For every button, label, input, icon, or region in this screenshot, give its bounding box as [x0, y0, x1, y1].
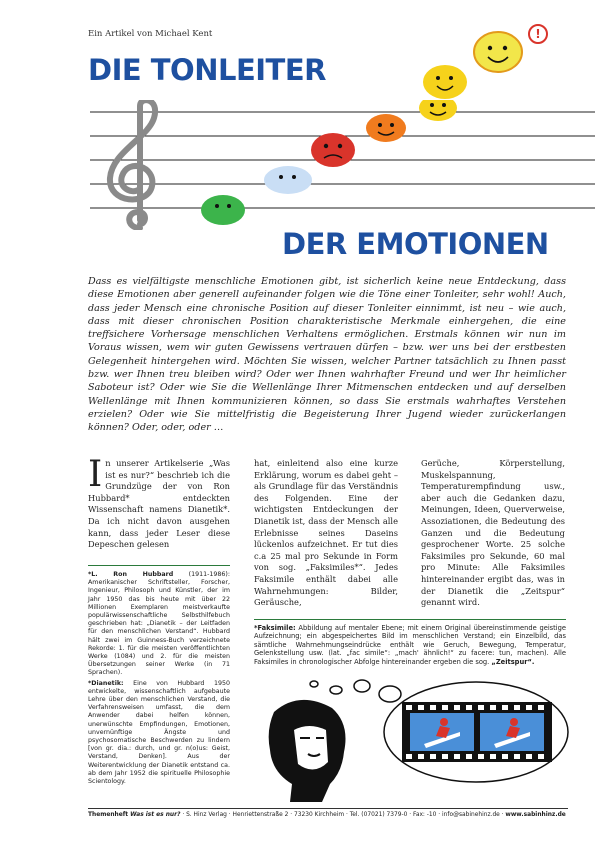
- title-line-2: DER EMOTIONEN: [282, 227, 549, 261]
- emotion-cloud-group-top: [410, 22, 570, 112]
- emotion-cloud-icon-red: [311, 133, 355, 167]
- footnotes: [88, 571, 230, 788]
- footnote-faksimile: *Faksimile: Abbildung auf mentaler Ebene; mit einem Original übereinstimmende geistige Aufzeichnung; ein abgespeichertes Bild im menschlichen Verstand; ein Einzelbild, das sämtliche Wahrnehmungseindrücke enthält wie Geruch, Bewegung, Temperatur, Gelenkstellung usw. (lat. „fac simile“: „mach' ähnlich!“ zu facere: tun, machen). Alle Faksimiles in chronologischer Abfolge hintereinander ergeben die sog. „Zeitspur“.: [254, 624, 566, 666]
- footer-issue: Was ist es nur?: [130, 812, 181, 818]
- emotion-cloud-icon-light: [264, 166, 312, 194]
- footer-label: Themenheft: [88, 812, 131, 818]
- body-column-3: Gerüche, Körperstellung, Muskelspannung, Temperaturempfindung usw., aber auch die Gedanken dazu, Meinungen, Ideen, Querverweise, Assoziationen, die Bedeutung des Ganzen und die Bedeutung gesprochener Worte. 25 solche Faksimiles pro Sekunde, 60 mal pro Minute: Alle Faksimiles hintereinander ergibt das, was in der Dianetik die „Zeitspur“ genannt wird.: [421, 458, 565, 608]
- byline: Ein Artikel von Michael Kent: [88, 29, 213, 39]
- emotion-cloud-icon-yellow-top: [423, 65, 467, 99]
- man-head-icon: [269, 700, 346, 802]
- note-divider: [88, 565, 230, 566]
- emotion-cloud-icon-green: [201, 195, 245, 225]
- dropcap: I: [88, 454, 103, 495]
- emotion-cloud-icon-happy-top: [474, 32, 522, 72]
- footer-info: · S. Hinz Verlag · Henriettenstraße 2 · 73230 Kirchheim · Tel. (07021) 7379-0 · Fax: -10 · info@sabinehinz.de ·: [180, 812, 506, 818]
- music-staff-illustration: [88, 100, 595, 230]
- svg-text:!: !: [535, 27, 541, 41]
- title-line-1: DIE TONLEITER: [88, 53, 326, 87]
- footer-divider: [88, 808, 568, 809]
- footer-website[interactable]: www.sabinhinz.de: [505, 812, 566, 818]
- body-text-1: n unserer Artikelserie „Was ist es nur?“ beschrieb ich die Grundzüge der von Ron Hubbard* entdeckten Wissenschaft namens Dianetik*. Da ich nicht davon ausgehen kann, dass jeder Leser diese Depeschen gelesen: [88, 458, 230, 550]
- body-column-1: [88, 454, 230, 551]
- film-strip-icon: [402, 702, 552, 762]
- emotion-cloud-icon-orange: [366, 114, 406, 142]
- body-column-2: hat, einleitend also eine kurze Erklärung, worum es dabei geht – als Grundlage für das Verständnis des Folgenden. Eine der wichtigsten Entdeckungen der Dianetik ist, dass der Mensch alle Erlebnisse seines Daseins lückenlos aufzeichnet. Er tut dies c.a 25 mal pro Sekunde in Form von sog. „Faksimiles*“. Jedes Faksimile enthält dabei alle Wahrnehmungen: Bilder, Geräusche,: [254, 458, 398, 608]
- treble-clef-icon: [110, 100, 155, 228]
- thinking-man-illustration: [254, 672, 574, 802]
- footer: [88, 812, 568, 818]
- footnote-hubbard: *L. Ron Hubbard (1911-1986): Amerikanischer Schriftsteller, Forscher, Ingenieur, Philosoph und Künstler, der im Jahr 1950 das bis heute mit über 22 Millionen Exemplaren meistverkaufte populärwissenschaftliche Selbsthilfebuch geschrieben hat: „Dianetik – der Leitfaden für den menschlichen Verstand“. Hubbard hält zwei im Guinness-Buch verzeichnete Rekorde: 1. für die meisten veröffentlichten Werke (1084) und 2. für die meisten Übersetzungen seiner Werke (in 71 Sprachen).: [88, 571, 230, 677]
- faksimile-divider: [254, 619, 566, 620]
- lead-paragraph: Dass es vielfältigste menschliche Emotionen gibt, ist sicherlich keine neue Entdeckung, dass diese Emotionen aber generell aufeinander folgen wie die Töne einer Tonleiter, sehr wohl! Auch, dass jeder Mensch eine chronische Position auf dieser Tonleiter einnimmt, ist neu – wie auch, dass mit dieser chronischen Position charakteristische Merkmale einhergehen, die eine treffsichere Vorhersage menschlichen Verhaltens ermöglichen. Erstmals können wir nun im Voraus wissen, wem wir guten Gewissens vertrauen dürfen – bzw. wer uns bei der erstbesten Gelegenheit hintergehen wird. Möchten Sie wissen, welcher Partner tatsächlich zu Ihnen passt bzw. wer Ihnen treu bleiben wird? Oder wer Ihnen wahrhafter Freund und wer Ihr heimlicher Saboteur ist? Oder wie Sie die Wellenlänge Ihrer Mitmenschen entdecken und auf derselben Wellenlänge mit Ihnen kommunizieren können, so dass Sie erstmals wahrhaftes Verstehen erzielen? Oder wie Sie mittelfristig die Begeisterung Ihrer Jugend wieder zurückerlangen können? Oder, oder, oder …: [88, 276, 566, 434]
- footnote-dianetik: *Dianetik: Eine von Hubbard 1950 entwickelte, wissenschaftlich aufgebaute Lehre über den menschlichen Verstand, die Verfahrensweisen umfasst, die dem Anwender dabei helfen können, unerwünschte Empfindungen, Emotionen, unvernünftige Ängste und psychosomatische Beschwerden zu lindern [von gr. dia.: durch, und gr. n(o)us: Geist, Verstand, Denken]. Aus der Weiterentwicklung der Dianetik entstand ca. ab dem Jahr 1952 die spirituelle Philosophie Scientology.: [88, 679, 230, 786]
- exclamation-icon: [529, 25, 547, 43]
